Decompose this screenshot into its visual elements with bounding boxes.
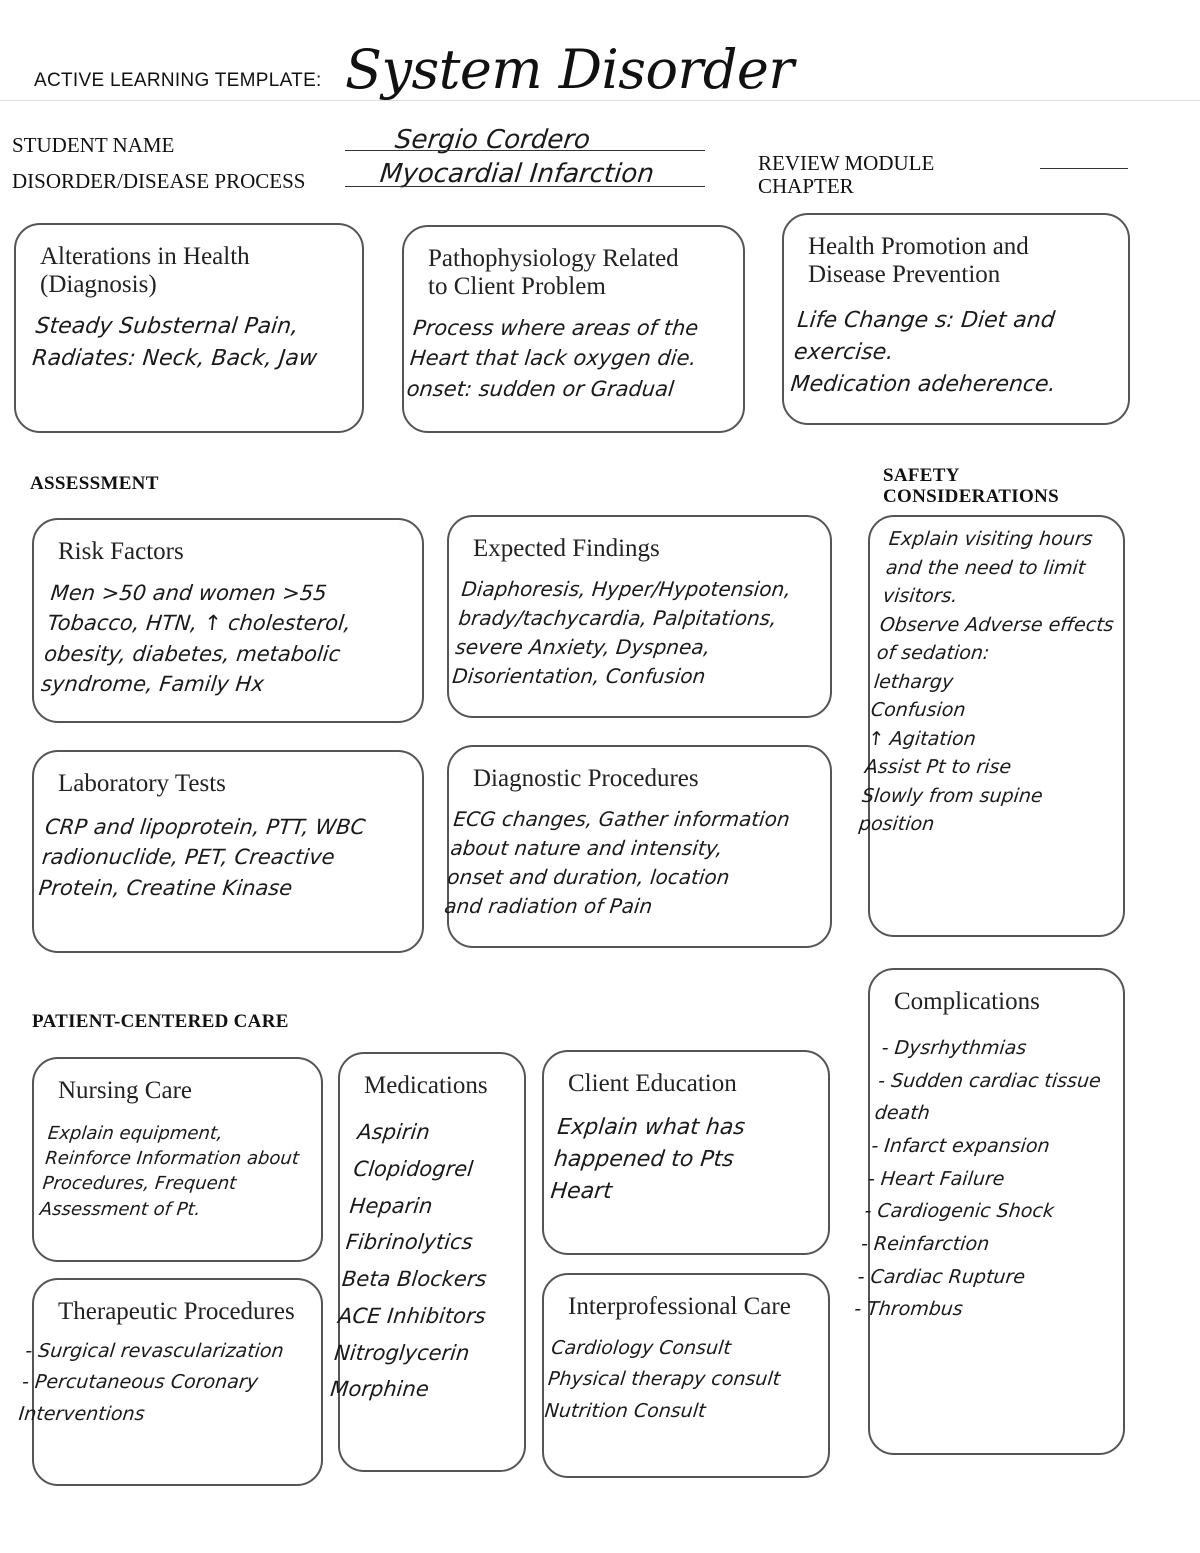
nursing-care-text: Explain equipment, Reinforce Information about Procedures, Frequent Assessment of Pt. — [38, 1123, 301, 1220]
review-module-label: REVIEW MODULE — [758, 151, 935, 175]
alterations-in-health-title: Alterations in Health (Diagnosis) — [40, 243, 250, 298]
risk-factors-title: Risk Factors — [58, 538, 184, 565]
student-name-underline — [345, 150, 705, 151]
nursing-care-title: Nursing Care — [58, 1077, 192, 1104]
safety-considerations-text: Explain visiting hours and the need to limit visitors. Observe Adverse effects of sedation: lethargy Confusion ↑ Agitation Assist Pt to rise Slowly from supine position — [857, 528, 1115, 835]
student-name-value: Sergio Cordero — [393, 125, 592, 155]
risk-factors-box — [32, 518, 424, 723]
interprofessional-care-box — [542, 1273, 830, 1478]
pathophysiology-box — [402, 225, 745, 433]
alterations-in-health-text: Steady Substernal Pain, Radiates: Neck, Back, Jaw — [31, 314, 319, 371]
medications-text: Aspirin Clopidogrel Heparin Fibrinolytics Beta Blockers ACE Inhibitors Nitroglycerin Morphine — [329, 1120, 488, 1402]
pathophysiology-text: Process where areas of the Heart that lack oxygen die. onset: sudden or Gradual — [405, 316, 700, 401]
diagnostic-procedures-title: Diagnostic Procedures — [473, 765, 699, 792]
alterations-in-health-box — [14, 223, 364, 433]
diagnostic-procedures-text: ECG changes, Gather information about nature and intensity, onset and duration, location and radiation of Pain — [443, 807, 792, 918]
diagnostic-procedures-box — [443, 745, 832, 948]
disorder-label: DISORDER/DISEASE PROCESS — [12, 169, 306, 193]
therapeutic-procedures-title: Therapeutic Procedures — [58, 1298, 295, 1325]
client-education-box — [542, 1050, 830, 1255]
template-label: ACTIVE LEARNING TEMPLATE: — [34, 70, 322, 91]
laboratory-tests-box — [32, 750, 424, 953]
interprofessional-care-text: Cardiology Consult Physical therapy consult Nutrition Consult — [543, 1337, 782, 1422]
laboratory-tests-text: CRP and lipoprotein, PTT, WBC radionuclide, PET, Creactive Protein, Creatine Kinase — [37, 815, 367, 900]
expected-findings-box — [447, 515, 832, 718]
client-education-text: Explain what has happened to Pts Heart — [549, 1115, 747, 1204]
disorder-underline — [345, 186, 705, 187]
complications-list: - Dysrhythmias - Sudden cardiac tissue death - Infarct expansion - Heart Failure - Cardiogenic Shock - Reinfarction - Cardiac Rupture - Thrombus — [853, 1037, 1103, 1321]
health-promotion-title: Health Promotion and Disease Prevention — [808, 233, 1029, 288]
pathophysiology-title: Pathophysiology Related to Client Problem — [428, 245, 679, 300]
complications-title: Complications — [894, 988, 1040, 1015]
medications-title: Medications — [364, 1072, 488, 1099]
expected-findings-title: Expected Findings — [473, 535, 660, 562]
safety-section-label: SAFETY CONSIDERATIONS — [883, 465, 1059, 507]
client-education-title: Client Education — [568, 1070, 737, 1097]
expected-findings-text: Diaphoresis, Hyper/Hypotension, brady/tachycardia, Palpitations, severe Anxiety, Dyspnea, Disorientation, Confusion — [451, 577, 793, 688]
nursing-care-box — [32, 1057, 323, 1262]
patient-centered-care-section-label: PATIENT-CENTERED CARE — [32, 1011, 289, 1032]
assessment-section-label: ASSESSMENT — [30, 473, 159, 494]
laboratory-tests-title: Laboratory Tests — [58, 770, 226, 797]
safety-considerations-box — [857, 515, 1125, 937]
student-name-label: STUDENT NAME — [12, 133, 175, 157]
template-title: System Disorder — [345, 38, 794, 101]
medications-box — [329, 1052, 526, 1472]
health-promotion-text: Life Change s: Diet and exercise. Medication adeherence. — [789, 308, 1057, 397]
health-promotion-box — [782, 213, 1130, 425]
header-divider — [0, 100, 1200, 101]
disorder-value: Myocardial Infarction — [378, 159, 656, 189]
interprofessional-care-title: Interprofessional Care — [568, 1293, 791, 1320]
risk-factors-text: Men >50 and women >55 Tobacco, HTN, ↑ cholesterol, obesity, diabetes, metabolic syndrome, Family Hx — [39, 581, 352, 697]
chapter-label: CHAPTER — [758, 174, 854, 198]
therapeutic-procedures-text: - Surgical revascularization - Percutaneous Coronary Interventions — [17, 1340, 285, 1425]
review-module-underline — [1040, 168, 1128, 169]
